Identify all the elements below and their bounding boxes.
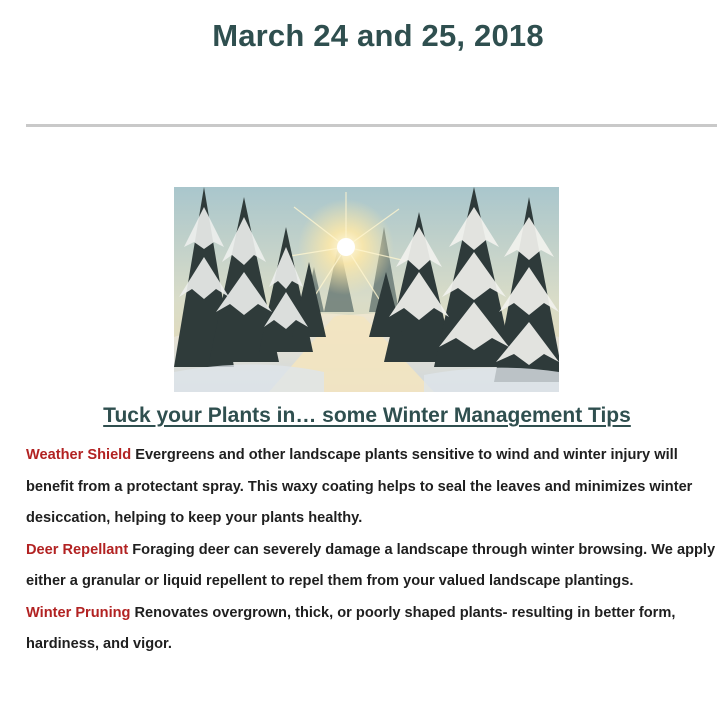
- tip-label: Weather Shield: [26, 447, 132, 463]
- article-title: Tuck your Plants in… some Winter Management Tips: [103, 404, 631, 427]
- tip-winter-pruning: [26, 598, 717, 661]
- tip-text: Renovates overgrown, thick, or poorly shaped plants- resulting in better form, hardiness, and vigor.: [26, 604, 676, 652]
- horizontal-divider: [26, 124, 717, 127]
- tips-section: [26, 440, 717, 661]
- tip-label: Deer Repellant: [26, 541, 129, 558]
- page-date-heading: March 24 and 25, 2018: [212, 18, 544, 53]
- tip-text: Evergreens and other landscape plants sensitive to wind and winter injury will benefit from a protectant spray. This waxy coating helps to seal the leaves and minimizes winter desiccation, helping to keep your plants healthy.: [26, 447, 693, 526]
- tip-label: Winter Pruning: [26, 604, 131, 621]
- snowy-forest-path-image: [174, 187, 559, 392]
- tip-text: Foraging deer can severely damage a landscape through winter browsing. We apply either a granular or liquid repellent to repel them from your valued landscape plantings.: [26, 541, 716, 589]
- tip-deer-repellant: [26, 535, 717, 598]
- tip-weather-shield: [26, 440, 717, 535]
